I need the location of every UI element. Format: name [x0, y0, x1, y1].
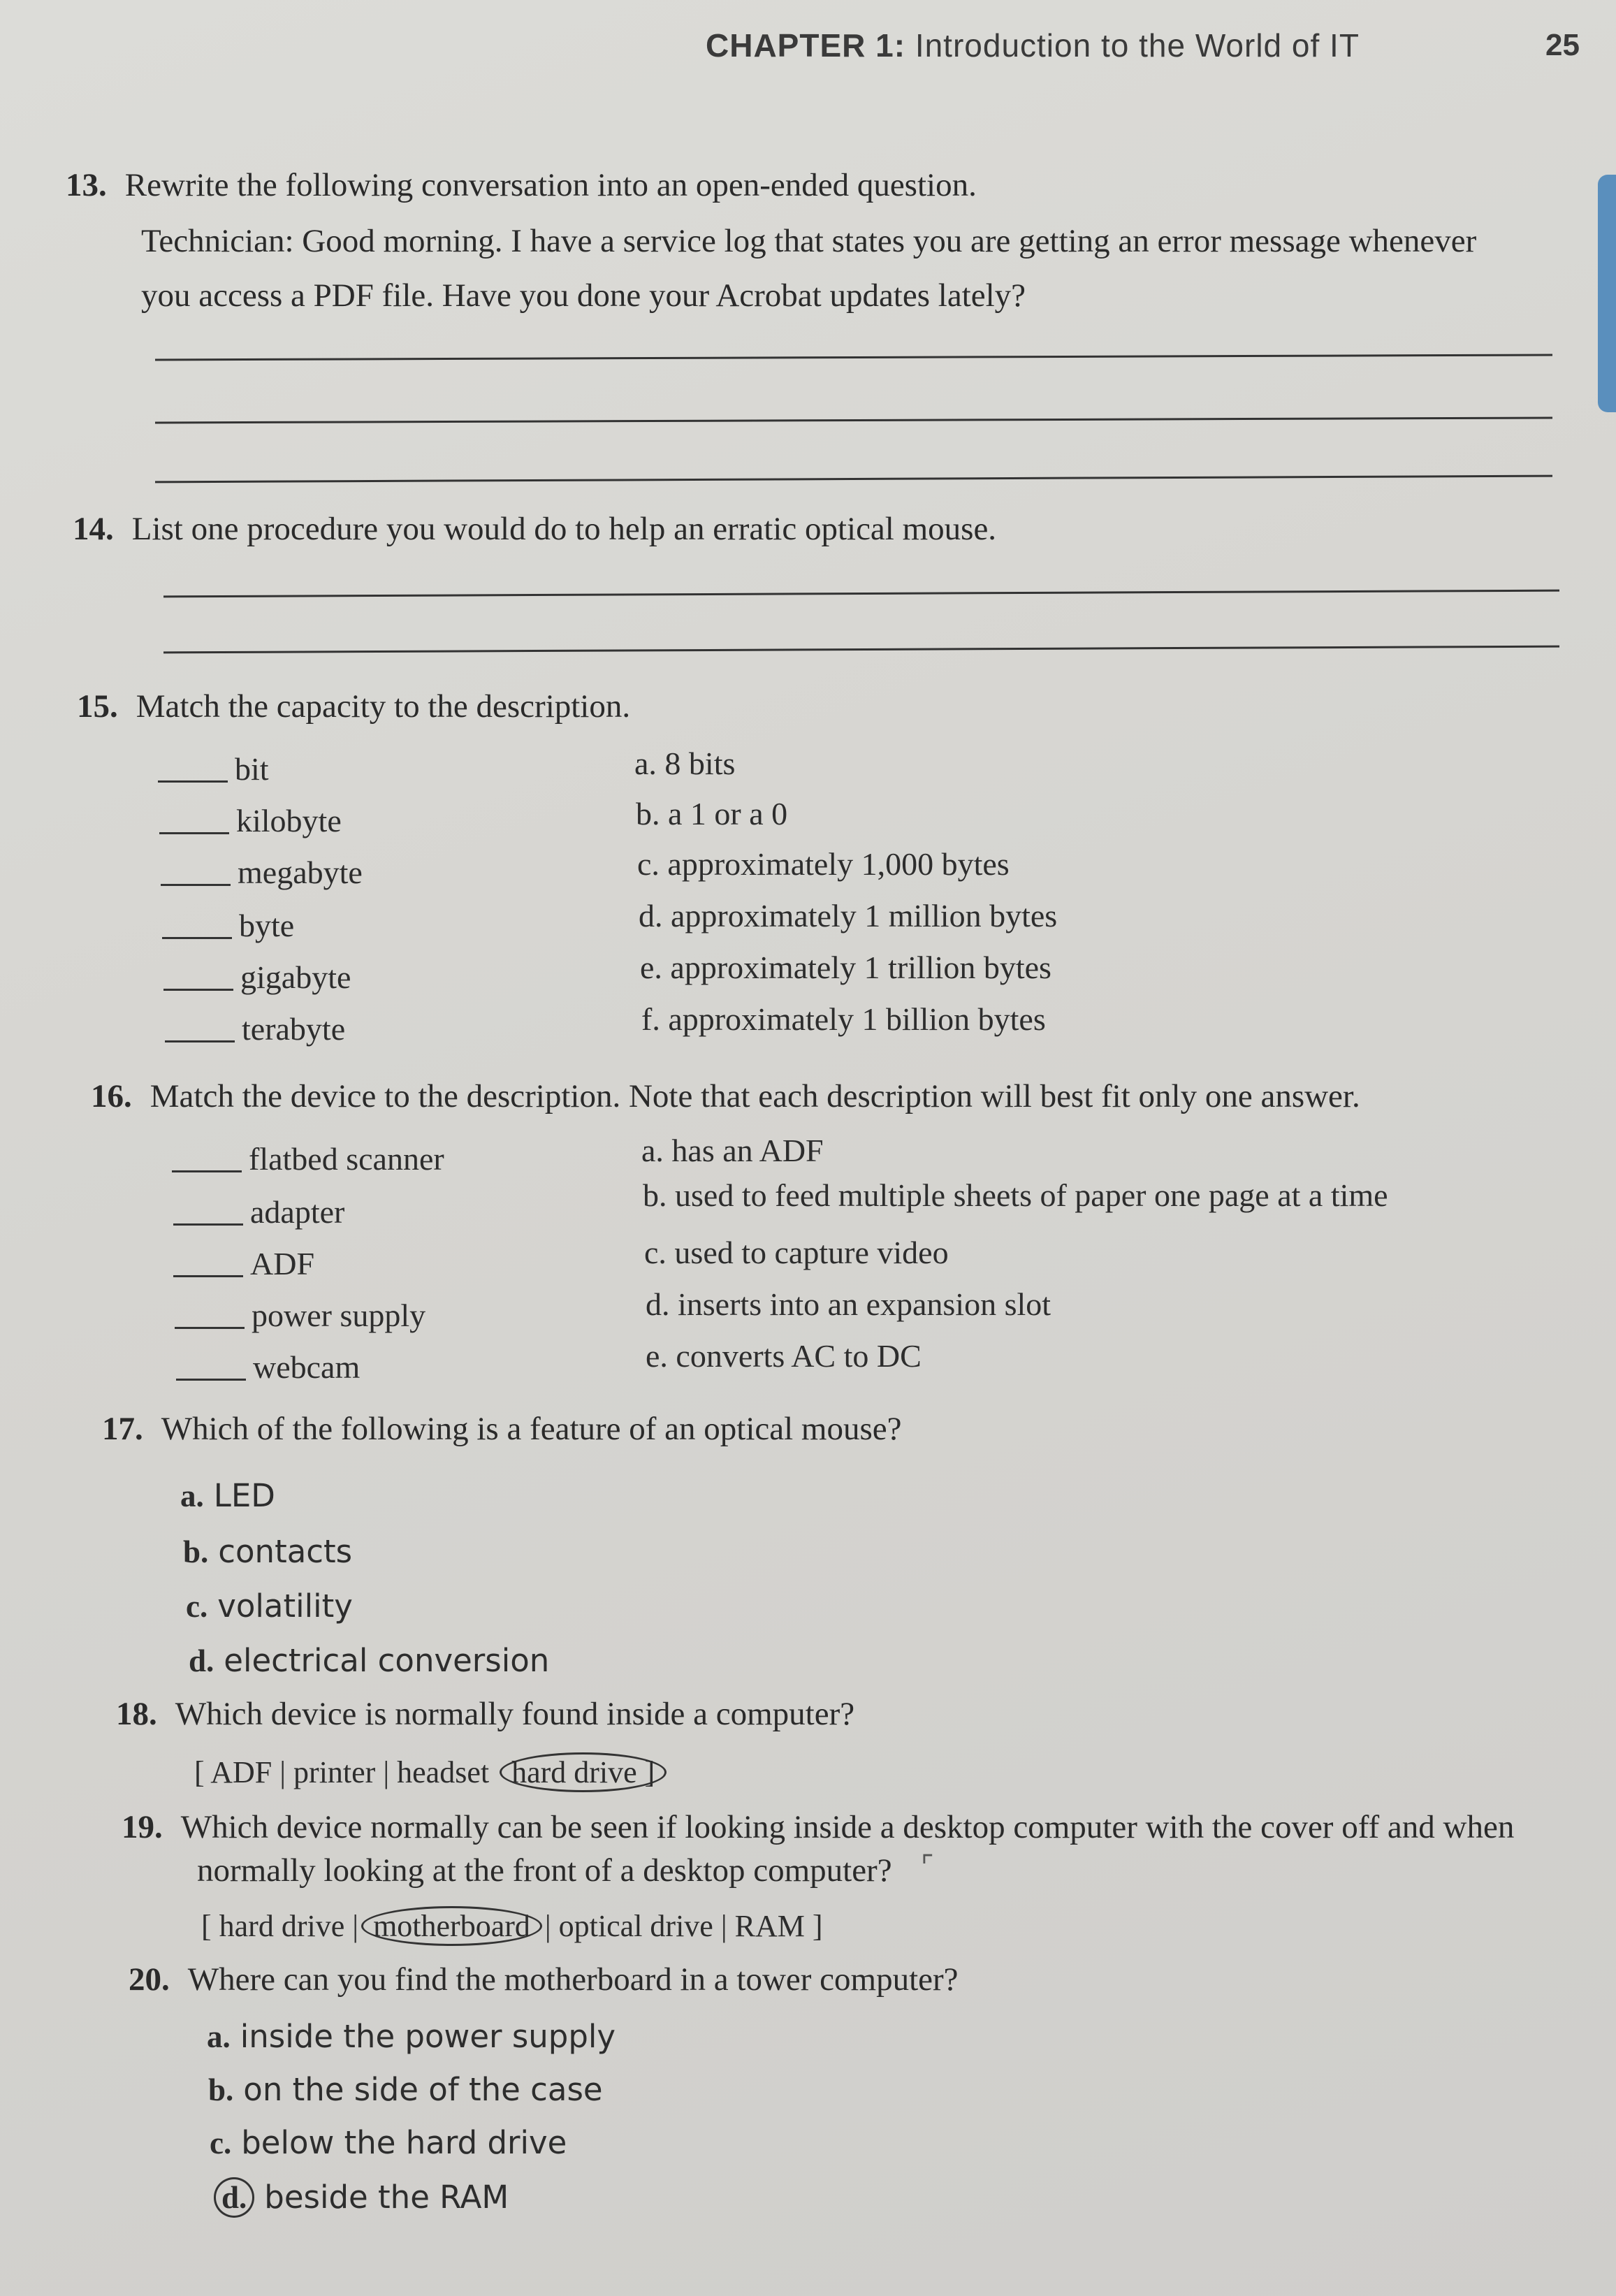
question-number: 18.	[116, 1696, 157, 1732]
question-prompt: List one procedure you would do to help an erratic optical mouse.	[131, 511, 997, 547]
answer-line[interactable]	[163, 590, 1559, 598]
answer-line[interactable]	[163, 646, 1559, 654]
match-item: webcam	[176, 1349, 360, 1386]
match-description: c. used to capture video	[644, 1235, 949, 1270]
option-b[interactable]: b. on the side of the case	[208, 2071, 603, 2108]
chapter-label: CHAPTER 1:	[706, 27, 906, 64]
answer-blank[interactable]	[173, 1223, 243, 1226]
question-16	[91, 1077, 1360, 1115]
chapter-header	[706, 27, 1360, 64]
chapter-title: Introduction to the World of IT	[915, 27, 1360, 64]
question-prompt: Where can you find the motherboard in a tower computer?	[187, 1961, 959, 1998]
question-20	[129, 1961, 959, 1998]
answer-blank[interactable]	[163, 989, 233, 991]
answer-blank[interactable]	[176, 1379, 246, 1381]
option-c[interactable]: c. below the hard drive	[210, 2124, 567, 2161]
option-a[interactable]: a. LED	[180, 1477, 275, 1514]
match-item: power supply	[175, 1297, 425, 1334]
q13-conversation-line-1: Technician: Good morning. I have a service log that states you are getting an error message whenever	[141, 223, 1477, 259]
question-number: 13.	[66, 167, 107, 203]
answer-blank[interactable]	[162, 937, 232, 939]
blue-page-tab	[1598, 175, 1616, 412]
option-b[interactable]: b. contacts	[183, 1533, 353, 1570]
question-number: 19.	[122, 1809, 163, 1845]
match-description: d. approximately 1 million bytes	[639, 898, 1058, 933]
question-19-line-2: normally looking at the front of a desktop computer?	[197, 1852, 892, 1889]
question-17	[102, 1410, 902, 1448]
question-19	[122, 1808, 1514, 1846]
match-description: a. has an ADF	[641, 1133, 824, 1168]
option-a[interactable]: a. inside the power supply	[207, 2018, 616, 2055]
match-description: c. approximately 1,000 bytes	[637, 846, 1010, 882]
match-description: e. approximately 1 trillion bytes	[640, 950, 1051, 985]
answer-blank[interactable]	[172, 1170, 242, 1172]
page-number: 25	[1545, 28, 1580, 62]
match-description: b. used to feed multiple sheets of paper one page at a time	[643, 1177, 1388, 1213]
answer-blank[interactable]	[158, 780, 228, 783]
question-number: 14.	[73, 511, 114, 547]
q13-conversation-line-2: you access a PDF file. Have you done your Acrobat updates lately?	[141, 277, 1026, 314]
match-item: adapter	[173, 1193, 344, 1230]
question-18	[116, 1695, 854, 1733]
answer-blank[interactable]	[161, 884, 231, 886]
circled-answer: d.	[214, 2177, 254, 2218]
answer-line[interactable]	[155, 417, 1552, 424]
match-item: ADF	[173, 1245, 314, 1282]
question-prompt: Which of the following is a feature of an optical mouse?	[161, 1411, 902, 1447]
question-prompt: Match the capacity to the description.	[136, 688, 631, 725]
match-item: terabyte	[165, 1010, 345, 1047]
answer-line[interactable]	[155, 354, 1552, 361]
circled-answer: motherboard	[361, 1906, 542, 1946]
match-description: b. a 1 or a 0	[636, 796, 788, 831]
question-prompt: Which device normally can be seen if looking inside a desktop computer with the cover off and when	[180, 1809, 1515, 1845]
question-14	[73, 510, 996, 548]
circled-answer: hard drive ]	[500, 1752, 667, 1792]
match-item: byte	[162, 907, 294, 944]
match-item: bit	[158, 750, 269, 787]
answer-blank[interactable]	[175, 1327, 245, 1329]
answer-line[interactable]	[155, 475, 1552, 484]
match-description: e. converts AC to DC	[646, 1338, 922, 1374]
match-item: megabyte	[161, 854, 363, 891]
question-prompt: Which device is normally found inside a computer?	[175, 1696, 855, 1732]
q18-choices: [ ADF | printer | headset hard drive ]	[194, 1752, 669, 1792]
question-13	[66, 166, 977, 204]
option-c[interactable]: c. volatility	[186, 1587, 353, 1625]
question-prompt: Match the device to the description. Note that each description will best fit only one answer.	[150, 1078, 1360, 1114]
match-description: a. 8 bits	[634, 746, 736, 781]
question-number: 17.	[102, 1411, 143, 1447]
match-item: gigabyte	[163, 959, 351, 996]
question-15	[77, 688, 630, 725]
option-d[interactable]: d. beside the RAM	[211, 2177, 509, 2218]
q19-choices: [ hard drive | motherboard | optical drive | RAM ]	[201, 1906, 823, 1946]
match-item: flatbed scanner	[172, 1140, 444, 1177]
answer-blank[interactable]	[173, 1275, 243, 1277]
question-number: 15.	[77, 688, 118, 725]
answer-blank[interactable]	[165, 1040, 235, 1042]
match-item: kilobyte	[159, 802, 342, 839]
answer-blank[interactable]	[159, 832, 229, 834]
match-description: d. inserts into an expansion slot	[646, 1286, 1051, 1322]
question-number: 16.	[91, 1078, 132, 1114]
question-prompt: Rewrite the following conversation into an open-ended question.	[124, 167, 977, 203]
option-d[interactable]: d. electrical conversion	[189, 1642, 550, 1679]
match-description: f. approximately 1 billion bytes	[641, 1001, 1046, 1037]
question-number: 20.	[129, 1961, 170, 1998]
pencil-mark-icon: ⌜	[921, 1850, 934, 1882]
